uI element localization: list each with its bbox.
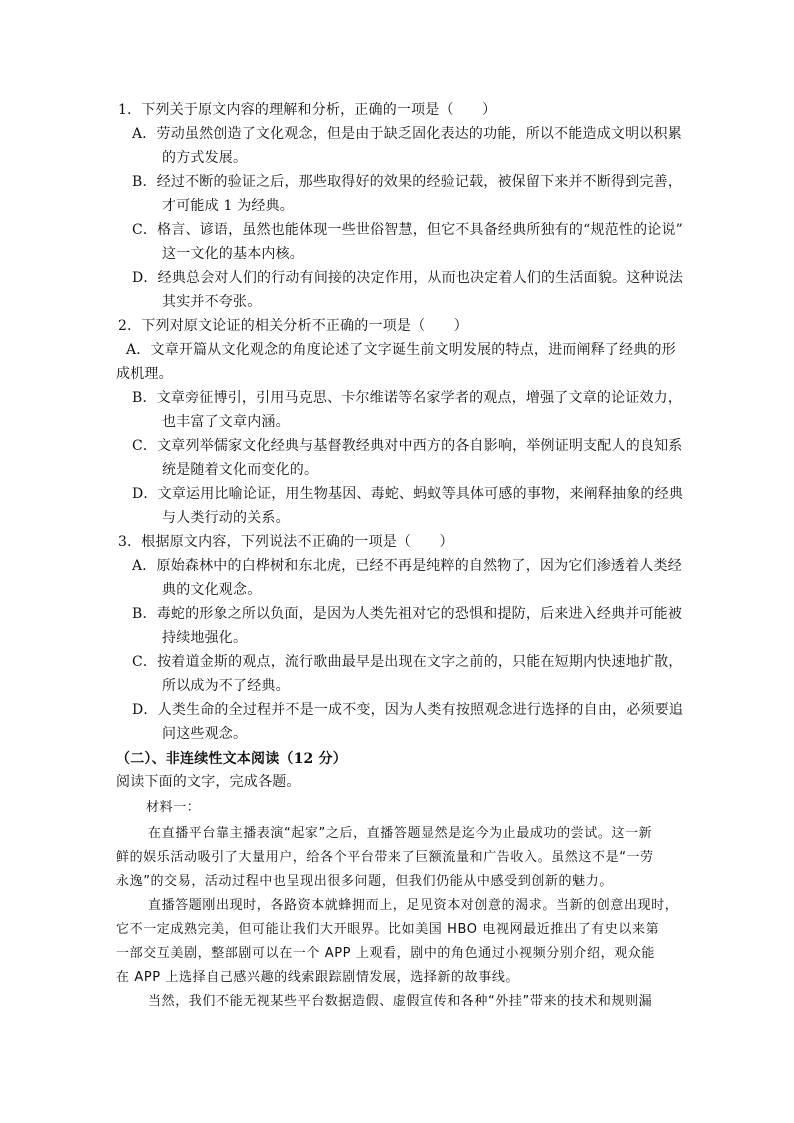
section-instruction: 阅读下面的文字，完成各题。 — [116, 774, 301, 790]
question-1-stem: 1．下列关于原文内容的理解和分析，正确的一项是（ ） — [118, 102, 497, 118]
question-3-option-b: B．毒蛇的形象之所以负面，是因为人类先祖对它的恐惧和提防，后来进入经典并可能被 — [132, 606, 683, 622]
section-heading: （二）、非连续性文本阅读（12 分） — [116, 751, 347, 767]
question-2-option-c-cont: 统是随着文化而变化的。 — [162, 462, 319, 478]
question-3-option-a: A．原始森林中的白桦树和东北虎，已经不再是纯粹的自然物了，因为它们渗透着人类经 — [132, 558, 682, 574]
paragraph-2-line-1: 直播答题刚出现时，各路资本就蜂拥而上，足见资本对创意的渴求。当新的创意出现时， — [148, 898, 679, 913]
paragraph-2-line-4: 在 APP 上选择自己感兴趣的线索跟踪剧情发展，选择新的故事线。 — [116, 970, 520, 985]
paragraph-2-line-3: 一部交互美剧，整部剧可以在一个 APP 上观看，剧中的角色通过小视频分别介绍，观众能 — [116, 946, 656, 961]
question-3-option-c: C．按着道金斯的观点，流行歌曲最早是出现在文字之前的，只能在短期内快速地扩散， — [132, 654, 683, 670]
question-3-option-a-cont: 典的文化观念。 — [162, 582, 262, 598]
question-3-option-c-cont: 所以成为不了经典。 — [162, 678, 290, 694]
question-1-option-c: C．格言、谚语，虽然也能体现一些世俗智慧，但它不具备经典所独有的“规范性的论说” — [132, 222, 684, 238]
paragraph-1-line-1: 在直播平台靠主播表演“起家”之后，直播答题显然是迄今为止最成功的尝试。这一新 — [148, 826, 653, 841]
question-2-option-a: A．文章开篇从文化观念的角度论述了文字诞生前文明发展的特点，进而阐释了经典的形 — [126, 342, 676, 358]
paragraph-1-line-2: 鲜的娱乐活动吸引了大量用户，给各个平台带来了巨额流量和广告收入。虽然这不是“一劳 — [116, 850, 654, 865]
material-label: 材料一： — [146, 800, 201, 815]
question-2-option-b-cont: 也丰富了文章内涵。 — [162, 414, 290, 430]
question-1-option-b-cont: 才可能成 1 为经典。 — [162, 198, 295, 214]
question-2-option-c: C．文章列举儒家文化经典与基督教经典对中西方的各自影响，举例证明支配人的良知系 — [132, 438, 683, 454]
question-2-option-d: D．文章运用比喻论证，用生物基因、毒蛇、蚂蚁等具体可感的事物，来阐释抽象的经典 — [132, 486, 684, 502]
paragraph-2-line-2: 它不一定成熟完美，但可能让我们大开眼界。比如美国 HBO 电视网最近推出了有史以来第 — [116, 922, 660, 937]
question-3-stem: 3．根据原文内容，下列说法不正确的一项是（ ） — [118, 534, 454, 550]
question-2-option-b: B．文章旁征博引，引用马克思、卡尔维诺等名家学者的观点，增强了文章的论证效力， — [132, 390, 683, 406]
paragraph-1-line-3: 永逸”的交易，活动过程中也呈现出很多问题，但我们仍能从中感受到创新的魅力。 — [116, 874, 613, 889]
question-2-stem: 2．下列对原文论证的相关分析不正确的一项是（ ） — [118, 318, 468, 334]
question-1-option-b: B．经过不断的验证之后，那些取得好的效果的经验记载，被保留下来并不断得到完善， — [132, 174, 683, 190]
paragraph-3-line-1: 当然，我们不能无视某些平台数据造假、虚假宣传和各种“外挂”带来的技术和规则漏 — [148, 994, 653, 1009]
question-3-option-d: D．人类生命的全过程并不是一成不变，因为人类有按照观念进行选择的自由，必须要追 — [132, 702, 684, 718]
question-1-option-c-cont: 这一文化的基本内核。 — [162, 246, 304, 262]
question-2-option-d-cont: 与人类行动的关系。 — [162, 510, 290, 526]
question-3-option-b-cont: 持续地强化。 — [162, 630, 248, 646]
question-2-option-a-cont: 成机理。 — [116, 366, 173, 382]
question-1-option-d: D．经典总会对人们的行动有间接的决定作用，从而也决定着人们的生活面貌。这种说法 — [132, 270, 684, 286]
question-1-option-a: A．劳动虽然创造了文化观念，但是由于缺乏固化表达的功能，所以不能造成文明以积累 — [132, 126, 682, 142]
question-3-option-d-cont: 问这些观念。 — [162, 726, 248, 742]
question-1-option-d-cont: 其实并不夸张。 — [162, 294, 262, 310]
question-1-option-a-cont: 的方式发展。 — [162, 150, 248, 166]
